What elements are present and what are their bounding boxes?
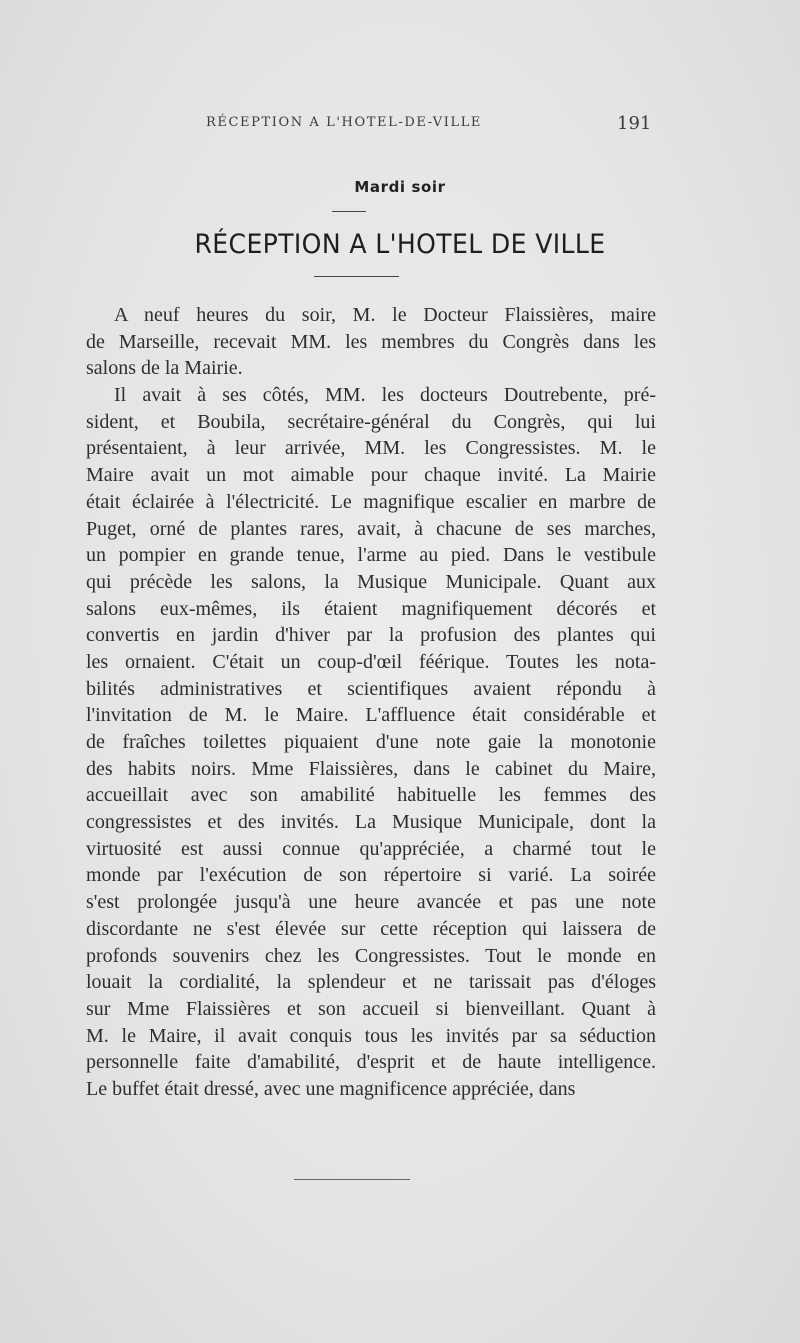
text-line: s'est prolongée jusqu'à une heure avancée et pas une note [86,891,656,914]
text-line: congressistes et des invités. La Musique Municipale, dont la [86,811,656,834]
text-line: Il avait à ses côtés, MM. les docteurs Doutrebente, pré- [114,384,656,407]
text-line: salons de la Mairie. [86,357,243,380]
text-line: qui précède les salons, la Musique Municipale. Quant aux [86,570,656,593]
running-head [0,113,800,137]
text-line: convertis en jardin d'hiver par la profusion des plantes qui [86,624,656,647]
text-line: profonds souvenirs chez les Congressistes. Tout le monde en [86,944,656,967]
text-line: monde par l'exécution de son répertoire si varié. La soirée [86,864,656,887]
text-line: personnelle faite d'amabilité, d'esprit et de haute intelligence. [86,1051,656,1074]
text-line: louait la cordialité, la splendeur et ne tarissait pas d'éloges [86,971,656,994]
text-line: salons eux-mêmes, ils étaient magnifiquement décorés et [86,597,656,620]
text-line: Le buffet était dressé, avec une magnificence appréciée, dans [86,1077,576,1100]
running-head-title: RÉCEPTION A L'HOTEL-DE-VILLE [206,115,483,130]
text-line: virtuosité est aussi connue qu'appréciée, a charmé tout le [86,837,656,860]
text-line: de fraîches toilettes piquaient d'une note gaie la monotonie [86,731,656,753]
text-line: les ornaient. C'était un coup-d'œil féérique. Toutes les nota- [86,650,656,673]
page-number: 191 [617,113,652,134]
divider-rule [332,211,366,212]
text-line: présentaient, à leur arrivée, MM. les Congressistes. M. le [86,437,656,460]
text-line: sident, et Boubila, secrétaire-général du Congrès, qui lui [86,410,656,433]
text-line: discordante ne s'est élevée sur cette réception qui laissera de [86,917,656,940]
text-line: accueillait avec son amabilité habituelle les femmes des [86,784,656,807]
text-line: l'invitation de M. le Maire. L'affluence était considérable et [86,704,656,727]
text-line: A neuf heures du soir, M. le Docteur Flaissières, maire [114,304,656,326]
text-line: des habits noirs. Mme Flaissières, dans le cabinet du Maire, [86,757,656,780]
end-rule [294,1179,410,1180]
section-subhead: Mardi soir [354,178,446,196]
text-line: Puget, orné de plantes rares, avait, à chacune de ses marches, [86,517,656,540]
text-line: M. le Maire, il avait conquis tous les invités par sa séduction [86,1024,656,1047]
section-title: RÉCEPTION A L'HOTEL DE VILLE [194,229,606,260]
body-text [86,302,656,1103]
divider-rule [314,276,399,277]
text-line: sur Mme Flaissières et son accueil si bienveillant. Quant à [86,997,656,1020]
text-line: était éclairée à l'électricité. Le magnifique escalier en marbre de [86,490,656,513]
text-line: un pompier en grande tenue, l'arme au pied. Dans le vestibule [86,544,656,567]
text-line: de Marseille, recevait MM. les membres du Congrès dans les [86,330,656,353]
text-line: Maire avait un mot aimable pour chaque invité. La Mairie [86,464,656,487]
text-line: bilités administratives et scientifiques avaient répondu à [86,677,656,700]
